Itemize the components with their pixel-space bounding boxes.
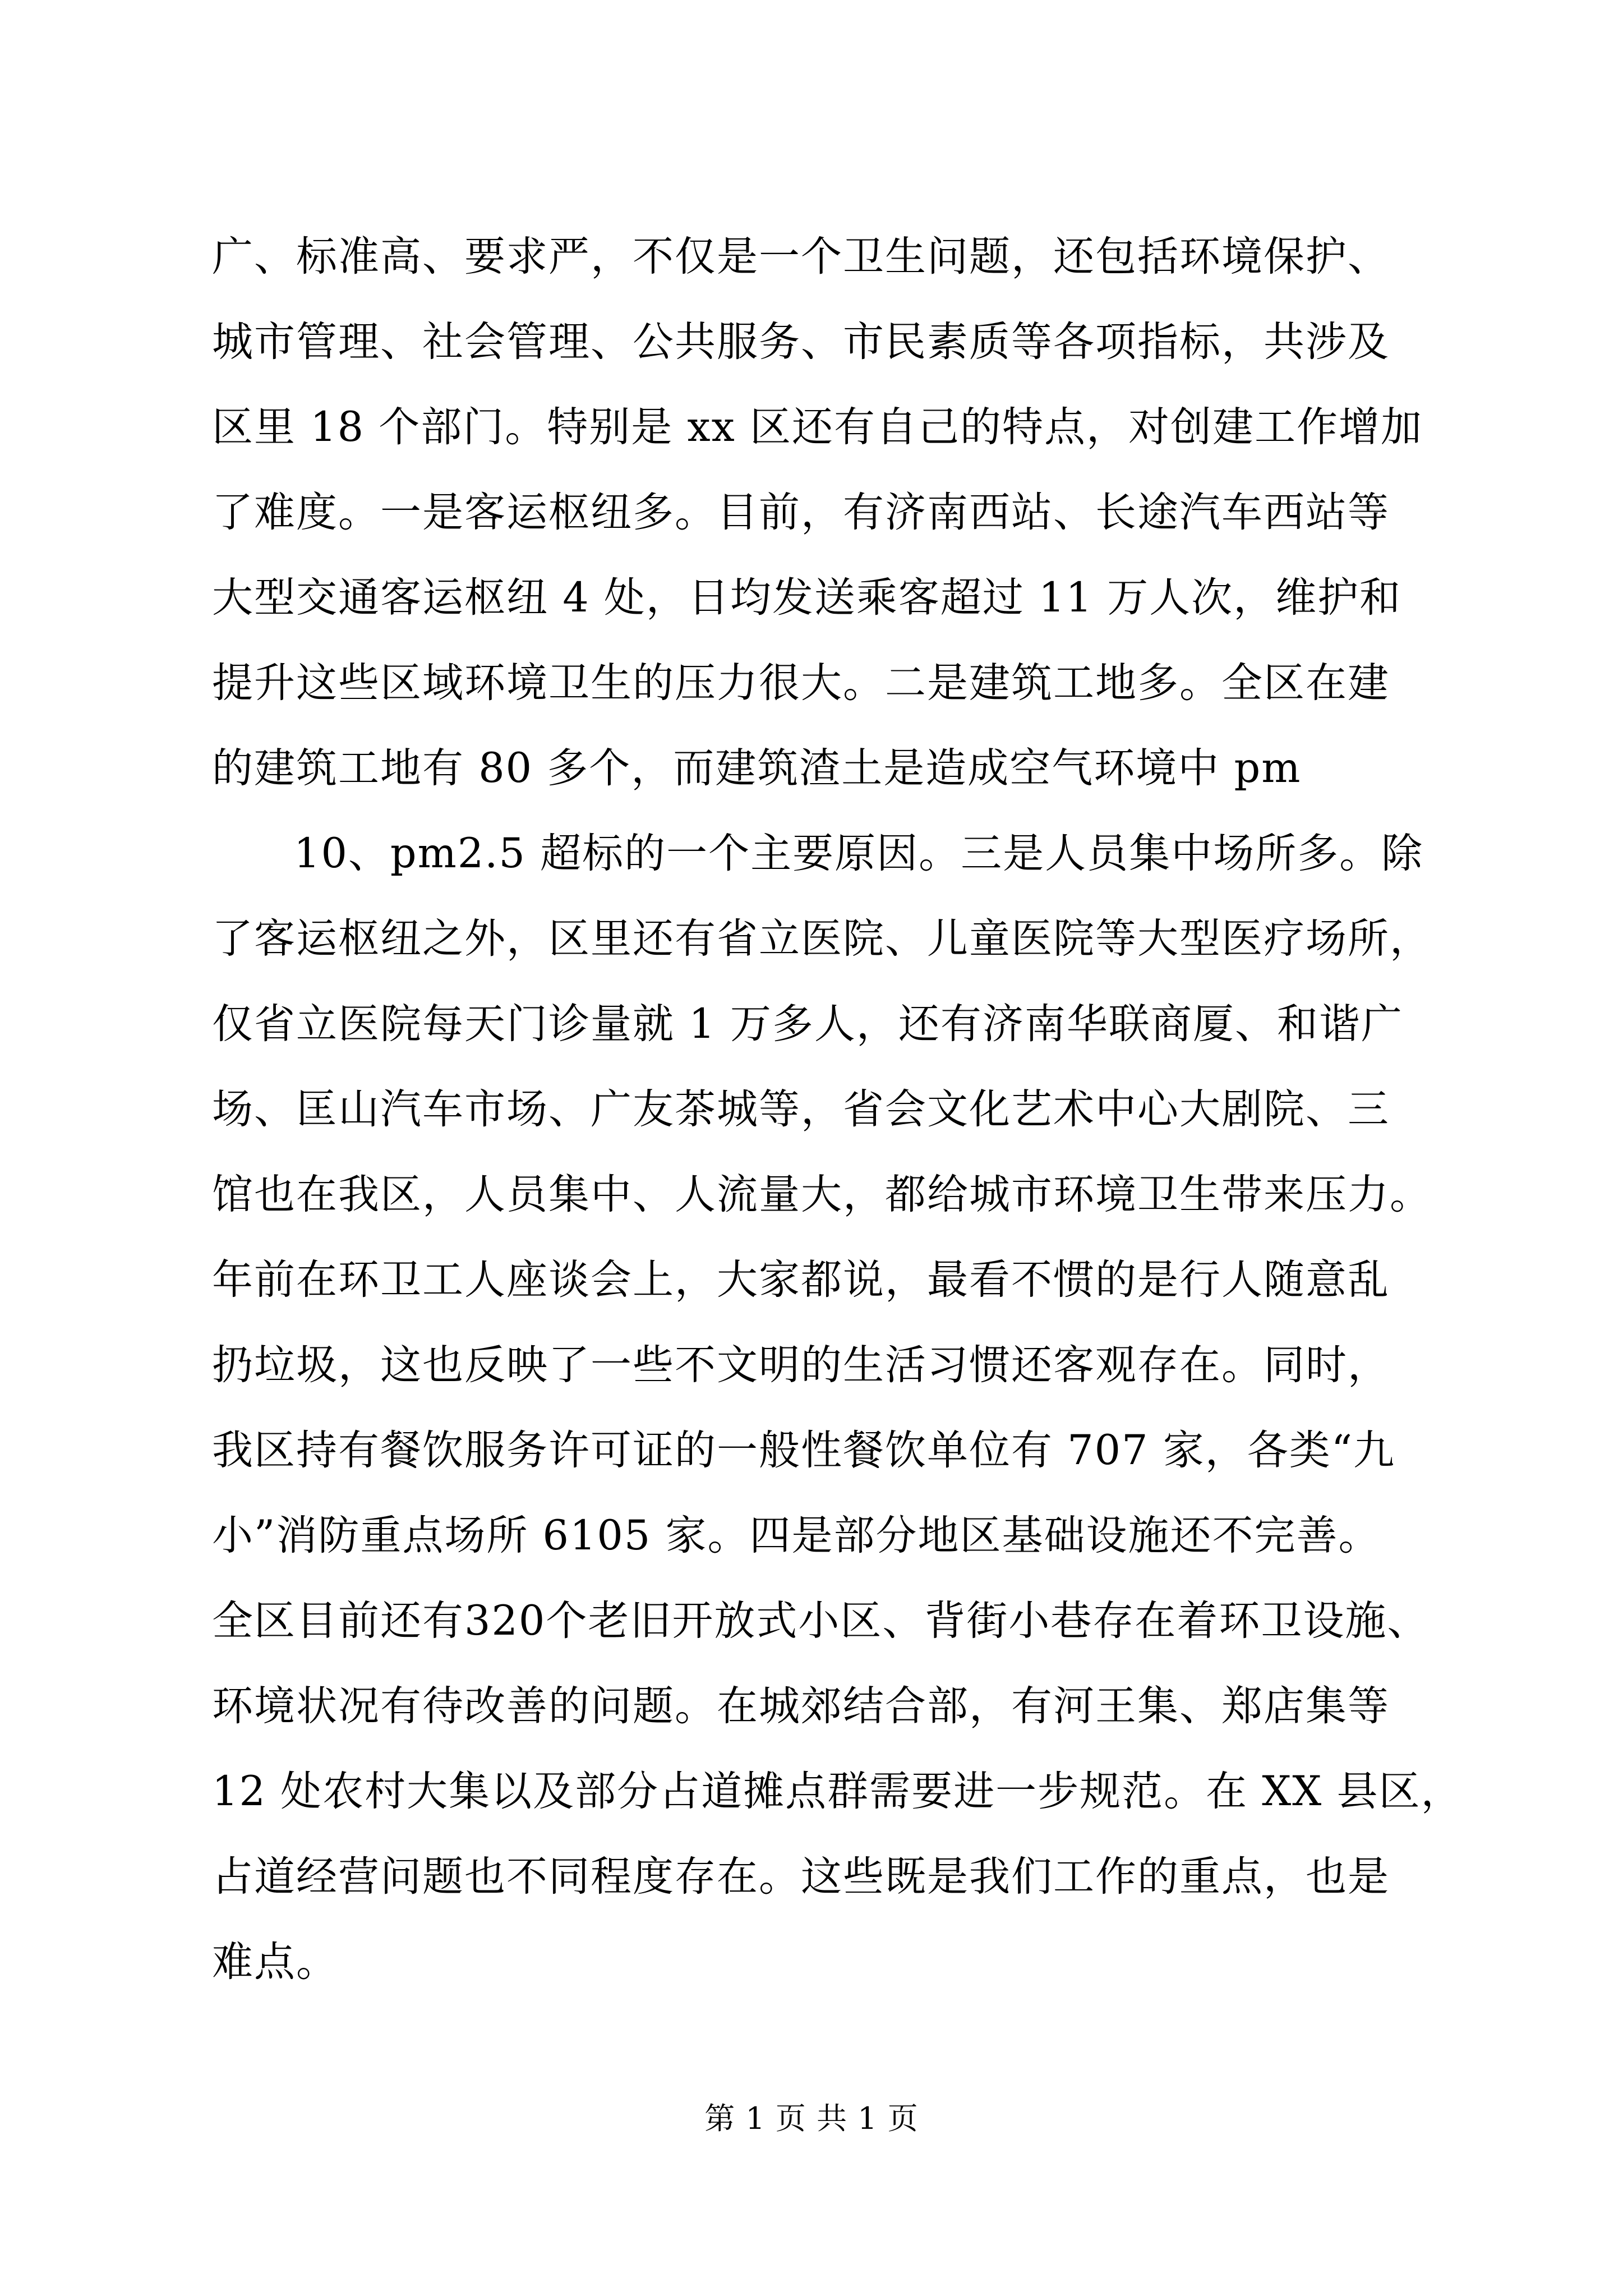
text-line: 10、pm2.5 超标的一个主要原因。三是人员集中场所多。除 xyxy=(294,830,1424,877)
text-line: 难点。 xyxy=(212,1938,338,1986)
text-line: 环境状况有待改善的问题。在城郊结合部，有河王集、郑店集等 xyxy=(212,1682,1390,1730)
text-line: 广、标准高、要求严，不仅是一个卫生问题，还包括环境保护、 xyxy=(212,233,1390,280)
text-line: 场、匡山汽车市场、广友茶城等，省会文化艺术中心大剧院、三 xyxy=(212,1085,1390,1133)
text-line: 提升这些区域环境卫生的压力很大。二是建筑工地多。全区在建 xyxy=(212,659,1390,707)
text-line: 我区持有餐饮服务许可证的一般性餐饮单位有 707 家，各类“九 xyxy=(212,1427,1396,1474)
document-body xyxy=(212,214,1463,2090)
text-line: 大型交通客运枢纽 4 处，日均发送乘客超过 11 万人次，维护和 xyxy=(212,574,1402,622)
text-line: 仅省立医院每天门诊量就 1 万多人，还有济南华联商厦、和谐广 xyxy=(212,1000,1403,1048)
page-footer xyxy=(0,2099,1623,2138)
text-line: 年前在环卫工人座谈会上，大家都说，最看不惯的是行人随意乱 xyxy=(212,1256,1390,1304)
text-line: 占道经营问题也不同程度存在。这些既是我们工作的重点，也是 xyxy=(212,1853,1390,1901)
paragraph-1 xyxy=(212,214,1423,811)
text-line: 全区目前还有320个老旧开放式小区、背街小巷存在着环卫设施、 xyxy=(212,1597,1430,1645)
text-line: 了难度。一是客运枢纽多。目前，有济南西站、长途汽车西站等 xyxy=(212,489,1390,536)
text-line: 馆也在我区，人员集中、人流量大，都给城市环境卫生带来压力。 xyxy=(212,1171,1432,1218)
page-number-label: 第 1 页 共 1 页 xyxy=(704,2101,919,2136)
text-line: 的建筑工地有 80 多个，而建筑渣土是造成空气环境中 pm xyxy=(212,744,1302,792)
text-line xyxy=(212,2005,1412,2090)
text-line: 了客运枢纽之外，区里还有省立医院、儿童医院等大型医疗场所， xyxy=(212,915,1432,963)
text-line: 12 处农村大集以及部分占道摊点群需要进一步规范。在 XX 县区， xyxy=(212,1768,1463,1815)
text-line: 小”消防重点场所 6105 家。四是部分地区基础设施还不完善。 xyxy=(212,1512,1381,1559)
text-line: 区里 18 个部门。特别是 xx 区还有自己的特点，对创建工作增加 xyxy=(212,403,1423,451)
paragraph-2 xyxy=(212,811,1463,2090)
text-line: 扔垃圾，这也反映了一些不文明的生活习惯还客观存在。同时， xyxy=(212,1341,1390,1389)
text-line: 城市管理、社会管理、公共服务、市民素质等各项指标，共涉及 xyxy=(212,318,1390,366)
